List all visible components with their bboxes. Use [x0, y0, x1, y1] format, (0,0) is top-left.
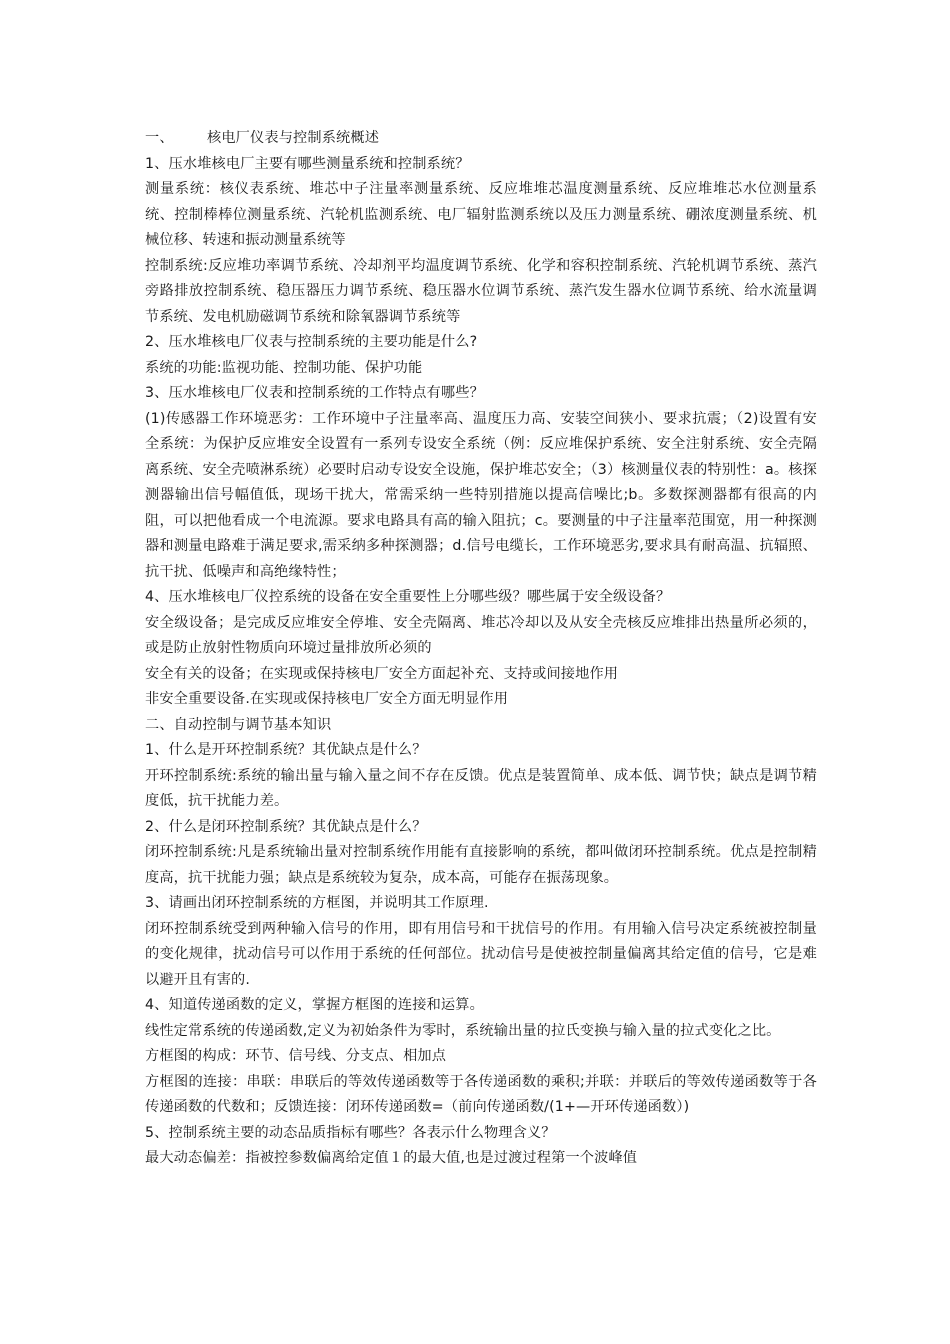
question-2-4: 4、知道传递函数的定义，掌握方框图的连接和运算。	[145, 997, 484, 1013]
answer-2-1: 开环控制系统:系统的输出量与输入量之间不存在反馈。优点是装置简单、成本低、调节快；缺点是调节精度低，抗干扰能力差。	[145, 767, 817, 809]
document-body	[145, 126, 817, 1172]
question-2-1: 1、什么是开环控制系统？其优缺点是什么？	[145, 742, 427, 758]
answer-1-2: 系统的功能:监视功能、控制功能、保护功能	[145, 359, 423, 376]
section-1-heading	[145, 126, 817, 152]
question-1-1: 1、压水堆核电厂主要有哪些测量系统和控制系统？	[145, 155, 470, 172]
question-2-3: 3、请画出闭环控制系统的方框图，并说明其工作原理.	[145, 895, 489, 911]
answer-2-2: 闭环控制系统:凡是系统输出量对控制系统作用能有直接影响的系统，都叫做闭环控制系统。优点是控制精度高，抗干扰能力强；缺点是系统较为复杂，成本高，可能存在振荡现象。	[145, 844, 817, 886]
answer-1-3: (1)传感器工作环境恶劣：工作环境中子注量率高、温度压力高、安装空间狭小、要求抗震；（2)设置有安全系统：为保护反应堆安全设置有一系列专设安全系统（例：反应堆保护系统、安全注射系统、安全壳隔离系统、安全壳喷淋系统）必要时启动专设安全设施，保护堆芯安全；（3）核测量仪表的特别性：a。核探测器输出信号幅值低，现场干扰大，常需采纳一些特别措施以提高信噪比;b。多数探测器都有很高的内阻，可以把他看成一个电流源。要求电路具有高的输入阻抗；c。要测量的中子注量率范围宽，用一种探测器和测量电路难于满足要求,需采纳多种探测器；d.信号电缆长，工作环境恶劣,要求具有耐高温、抗辐照、抗干扰、低噪声和高绝缘特性；	[145, 410, 817, 580]
question-1-3: 3、压水堆核电厂仪表和控制系统的工作特点有哪些？	[145, 385, 484, 401]
section-1-number: 一、	[145, 130, 174, 146]
section-2-heading: 二、自动控制与调节基本知识	[145, 716, 332, 733]
section-1-title: 核电厂仪表与控制系统概述	[207, 130, 380, 146]
answer-2-4-composition: 方框图的构成：环节、信号线、分支点、相加点	[145, 1048, 447, 1064]
answer-2-5: 最大动态偏差：指被控参数偏离给定值１的最大值,也是过渡过程第一个波峰值	[145, 1150, 638, 1166]
answer-1-4-non-safety: 非安全重要设备.在实现或保持核电厂安全方面无明显作用	[145, 691, 509, 707]
question-1-2: 2、压水堆核电厂仪表与控制系统的主要功能是什么?	[145, 334, 478, 350]
question-2-2: 2、什么是闭环控制系统？其优缺点是什么？	[145, 818, 427, 835]
question-1-4: 4、压水堆核电厂仪控系统的设备在安全重要性上分哪些级？哪些属于安全级设备？	[145, 589, 671, 605]
answer-2-4-definition: 线性定常系统的传递函数,定义为初始条件为零时，系统输出量的拉氏变换与输入量的拉式变化之比。	[145, 1022, 781, 1039]
answer-2-3: 闭环控制系统受到两种输入信号的作用，即有用信号和干扰信号的作用。有用输入信号决定系统被控制量的变化规律，扰动信号可以作用于系统的任何部位。扰动信号是使被控制量偏离其给定值的信号，它是难以避开且有害的.	[145, 920, 817, 988]
answer-2-4-connection: 方框图的连接：串联：串联后的等效传递函数等于各传递函数的乘积;并联：并联后的等效传递函数等于各传递函数的代数和；反馈连接：闭环传递函数=（前向传递函数/(1+—开环传递函数）)	[145, 1073, 817, 1115]
question-2-5: 5、控制系统主要的动态品质指标有哪些？各表示什么物理含义？	[145, 1124, 556, 1141]
answer-1-4-safety-class: 安全级设备；是完成反应堆安全停堆、安全壳隔离、堆芯冷却以及从安全壳核反应堆排出热量所必须的，或是防止放射性物质向环境过量排放所必须的	[145, 614, 817, 656]
answer-1-4-safety-related: 安全有关的设备；在实现或保持核电厂安全方面起补充、支持或间接地作用	[145, 665, 619, 682]
answer-1-1-measurement: 测量系统：核仪表系统、堆芯中子注量率测量系统、反应堆堆芯温度测量系统、反应堆堆芯水位测量系统、控制棒棒位测量系统、汽轮机监测系统、电厂辐射监测系统以及压力测量系统、硼浓度测量系统、机械位移、转速和振动测量系统等	[145, 181, 817, 248]
answer-1-1-control: 控制系统:反应堆功率调节系统、冷却剂平均温度调节系统、化学和容积控制系统、汽轮机调节系统、蒸汽旁路排放控制系统、稳压器压力调节系统、稳压器水位调节系统、蒸汽发生器水位调节系统、给水流量调节系统、发电机励磁调节系统和除氧器调节系统等	[145, 257, 817, 325]
